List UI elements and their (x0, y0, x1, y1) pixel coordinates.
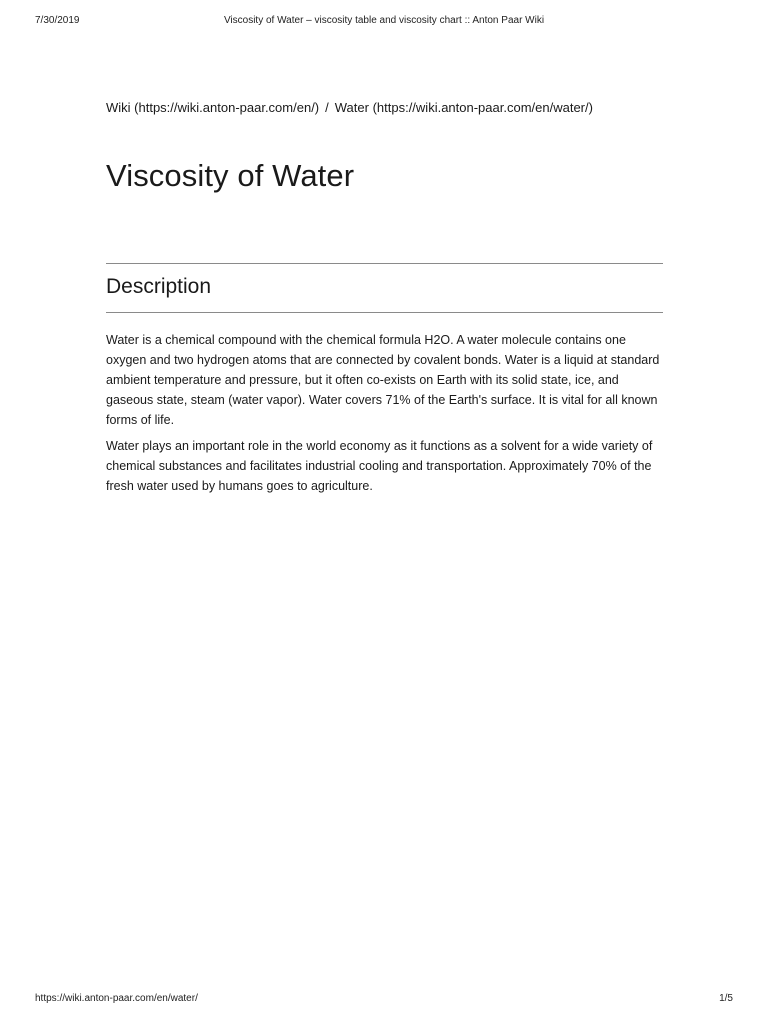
breadcrumb (106, 100, 593, 115)
print-date: 7/30/2019 (35, 15, 80, 26)
section-divider-top (106, 263, 663, 264)
description-paragraph: Water is a chemical compound with the chemical formula H2O. A water molecule contains one oxygen and two hydrogen atoms that are connected by covalent bonds. Water is a liquid at standard ambient temperature and pressure, but it often co-exists on Earth with its solid state, ice, and gaseous state, steam (water vapor). Water covers 71% of the Earth's surface. It is vital for all known forms of life. (106, 333, 660, 427)
breadcrumb-item-water[interactable]: Water (https://wiki.anton-paar.com/en/water/) (334, 100, 593, 115)
print-header (35, 15, 733, 31)
breadcrumb-separator: / (325, 100, 329, 115)
page-number: 1/5 (719, 993, 733, 1004)
description-body (106, 330, 663, 502)
print-document-title: Viscosity of Water – viscosity table and viscosity chart :: Anton Paar Wiki (223, 15, 545, 26)
print-footer (35, 993, 733, 1009)
breadcrumb-item-wiki[interactable]: Wiki (https://wiki.anton-paar.com/en/) (106, 100, 320, 115)
section-divider-bottom (106, 312, 663, 313)
page-title: Viscosity of Water (106, 158, 355, 193)
print-url: https://wiki.anton-paar.com/en/water/ (35, 993, 198, 1004)
section-heading-description: Description (106, 275, 212, 298)
description-paragraph: Water plays an important role in the world economy as it functions as a solvent for a wide variety of chemical substances and facilitates industrial cooling and transportation. Approximately 70% of the fresh water used by humans goes to agriculture. (106, 439, 653, 493)
